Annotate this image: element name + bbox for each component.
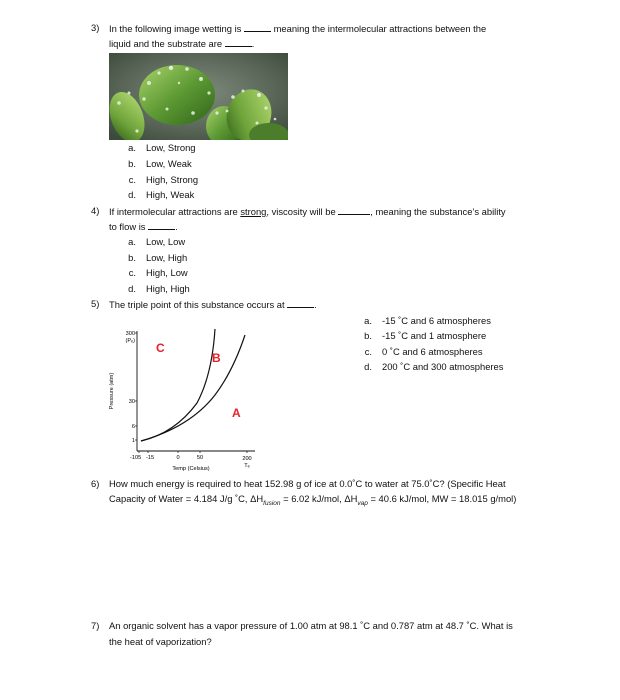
q4-strong-underlined: strong bbox=[240, 206, 267, 217]
q6-line1: How much energy is required to heat 152.98 g of ice at 0.0˚C to water at 75.0˚C? (Specific Heat bbox=[109, 478, 506, 489]
option-text: High, Low bbox=[146, 267, 188, 278]
q3-text-b: meaning the intermolecular attractions between the bbox=[273, 23, 487, 34]
option-letter: b. bbox=[364, 330, 372, 341]
y-axis-label: Pressure (atm) bbox=[109, 372, 115, 410]
q4-text-b: , viscosity will be bbox=[266, 206, 336, 217]
q6-line2 bbox=[109, 493, 516, 507]
q6-text-a: Capacity of Water = 4.184 J/g ˚C, ΔH bbox=[109, 493, 264, 504]
option-letter: a. bbox=[128, 142, 136, 153]
option-text: Low, Strong bbox=[146, 142, 196, 153]
q4-line2 bbox=[109, 220, 178, 232]
q3-number: 3) bbox=[91, 22, 100, 33]
option-letter: a. bbox=[128, 236, 136, 247]
q6-sub-vap: vap bbox=[357, 499, 368, 507]
q4-blank-1 bbox=[338, 205, 370, 215]
q7-number: 7) bbox=[91, 620, 100, 631]
q3-blank-1 bbox=[244, 22, 271, 32]
q6-number: 6) bbox=[91, 478, 100, 489]
option-text: High, Weak bbox=[146, 189, 195, 200]
q3-line1 bbox=[109, 22, 486, 34]
q3-period: . bbox=[251, 38, 255, 49]
option-text: High, Strong bbox=[146, 174, 199, 185]
option-text: -15 ˚C and 1 atmosphere bbox=[382, 330, 487, 341]
option-text: Low, High bbox=[146, 252, 188, 263]
q4-text-c: , meaning the substance’s ability bbox=[370, 206, 506, 217]
q4-text-d: to flow is bbox=[109, 221, 146, 232]
q4-blank-2 bbox=[148, 220, 175, 230]
q6-sub-fusion: fusion bbox=[263, 499, 281, 507]
x-axis-label: Temp (Celsius) bbox=[172, 466, 210, 472]
option-text: -15 ˚C and 6 atmospheres bbox=[382, 315, 491, 326]
q3-line2 bbox=[109, 37, 254, 49]
q3-text-a: In the following image wetting is bbox=[109, 23, 242, 34]
q5-text: The triple point of this substance occurs at bbox=[109, 299, 285, 310]
q7-line2: the heat of vaporization? bbox=[109, 636, 212, 647]
q3-text-c: liquid and the substrate are bbox=[109, 38, 223, 49]
x-tick-minus105: -105 bbox=[130, 455, 142, 461]
cactus-water-droplets-image bbox=[109, 53, 288, 140]
option-letter: d. bbox=[128, 189, 136, 200]
q4-number: 4) bbox=[91, 205, 100, 216]
region-label-a: A bbox=[232, 406, 241, 420]
option-letter: d. bbox=[364, 361, 372, 372]
y-tick-300: 300 bbox=[125, 331, 135, 337]
q4-line1 bbox=[109, 205, 506, 217]
option-letter: b. bbox=[128, 158, 136, 169]
option-letter: c. bbox=[364, 346, 372, 357]
option-text: 0 ˚C and 6 atmospheres bbox=[382, 346, 483, 357]
q3-blank-2 bbox=[225, 37, 252, 47]
x-tick-200: 200 bbox=[242, 456, 252, 462]
q6-text-b: = 6.02 kJ/mol, ΔH bbox=[280, 493, 358, 504]
q5-number: 5) bbox=[91, 298, 100, 309]
q5-blank bbox=[287, 298, 314, 308]
q5-line1 bbox=[109, 298, 317, 310]
y-tick-1: 1 bbox=[131, 438, 135, 444]
option-letter: c. bbox=[128, 174, 136, 185]
x-tick-tc: Tₑ bbox=[244, 463, 250, 469]
region-label-c: C bbox=[156, 341, 165, 355]
q4-text-a: If intermolecular attractions are bbox=[109, 206, 238, 217]
option-text: Low, Low bbox=[146, 236, 186, 247]
x-tick-minus15: -15 bbox=[146, 455, 155, 461]
solid-liquid-boundary-curve bbox=[141, 329, 215, 441]
y-tick-pc: (Pₑ) bbox=[125, 338, 135, 344]
q6-text-c: = 40.6 kJ/mol, MW = 18.015 g/mol) bbox=[367, 493, 517, 504]
q4-period: . bbox=[175, 221, 178, 232]
q7-line1: An organic solvent has a vapor pressure of 1.00 atm at 98.1 ˚C and 0.787 atm at 48.7 ˚C. What is bbox=[109, 620, 513, 631]
x-tick-0: 0 bbox=[176, 455, 180, 461]
option-letter: b. bbox=[128, 252, 136, 263]
option-letter: c. bbox=[128, 267, 136, 278]
option-text: High, High bbox=[146, 283, 190, 294]
option-text: 200 ˚C and 300 atmospheres bbox=[382, 361, 504, 372]
option-letter: a. bbox=[364, 315, 372, 326]
q5-period: . bbox=[314, 299, 317, 310]
x-tick-50: 50 bbox=[196, 455, 204, 461]
region-label-b: B bbox=[212, 351, 221, 365]
option-letter: d. bbox=[128, 283, 136, 294]
y-tick-6: 6 bbox=[131, 424, 135, 430]
option-text: Low, Weak bbox=[146, 158, 192, 169]
y-tick-30: 30 bbox=[128, 399, 135, 405]
phase-diagram bbox=[105, 325, 270, 473]
